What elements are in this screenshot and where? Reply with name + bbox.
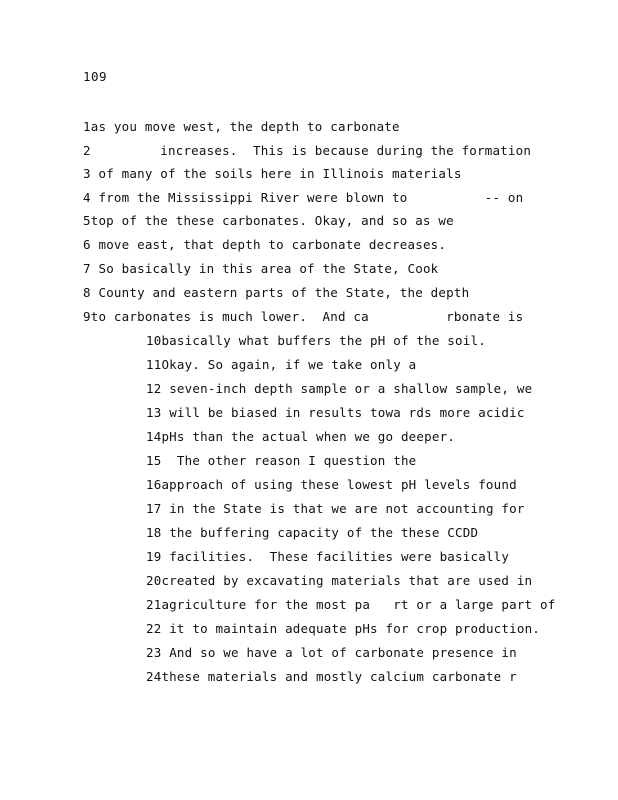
line-number: 21 (146, 597, 162, 612)
transcript-line (146, 333, 486, 349)
line-number: 19 (146, 549, 162, 564)
transcript-line (146, 669, 517, 685)
transcript-line (146, 453, 416, 469)
line-number: 14 (146, 429, 162, 444)
line-number: 13 (146, 405, 162, 420)
transcript-line (146, 621, 540, 637)
line-number: 20 (146, 573, 162, 588)
page-number: 109 (83, 69, 108, 84)
line-number: 11 (146, 357, 162, 372)
line-text: in the State is that we are not accounting for (169, 501, 525, 516)
line-number: 2 (83, 143, 91, 158)
line-number: 12 (146, 381, 162, 396)
transcript-line (146, 405, 525, 421)
line-number: 16 (146, 477, 162, 492)
line-number: 5 (83, 213, 91, 228)
transcript-line (146, 525, 478, 541)
transcript-line (83, 237, 446, 253)
line-text: approach of using these lowest pH levels found (161, 477, 517, 492)
line-text: from the Mississippi River were blown to -- on (98, 190, 524, 205)
line-text: it to maintain adequate pHs for crop production. (169, 621, 541, 636)
line-text: County and eastern parts of the State, the depth (98, 285, 470, 300)
line-number: 9 (83, 309, 91, 324)
transcript-line (83, 213, 454, 229)
line-text: these materials and mostly calcium carbonate r (161, 669, 517, 684)
line-text: will be biased in results towa rds more acidic (169, 405, 525, 420)
transcript-line (146, 501, 525, 517)
transcript-line (83, 261, 438, 277)
transcript-line (146, 597, 555, 613)
line-text: The other reason I question the (176, 453, 417, 468)
transcript-line (146, 429, 455, 445)
line-text: facilities. These facilities were basically (169, 549, 510, 564)
line-text: created by excavating materials that are used in (161, 573, 533, 588)
line-text: move east, that depth to carbonate decreases. (98, 237, 447, 252)
line-text: of many of the soils here in Illinois materials (98, 166, 462, 181)
line-number: 17 (146, 501, 162, 516)
line-text: as you move west, the depth to carbonate (90, 119, 400, 134)
transcript-line (146, 477, 517, 493)
transcript-line (83, 119, 400, 135)
line-text: So basically in this area of the State, Cook (98, 261, 439, 276)
transcript-line (83, 143, 531, 159)
line-number: 18 (146, 525, 162, 540)
line-text: And so we have a lot of carbonate presence in (169, 645, 517, 660)
line-text: seven-inch depth sample or a shallow sample, we (169, 381, 533, 396)
line-text: Okay. So again, if we take only a (161, 357, 417, 372)
transcript-line (83, 166, 462, 182)
line-number: 1 (83, 119, 91, 134)
line-number: 23 (146, 645, 162, 660)
line-number: 6 (83, 237, 91, 252)
line-number: 7 (83, 261, 91, 276)
line-number: 4 (83, 190, 91, 205)
line-text: basically what buffers the pH of the soil. (161, 333, 486, 348)
transcript-line (146, 573, 532, 589)
transcript-line (146, 381, 532, 397)
line-number: 22 (146, 621, 162, 636)
line-number: 3 (83, 166, 91, 181)
transcript-line (146, 645, 517, 661)
line-number: 10 (146, 333, 162, 348)
line-number: 15 (146, 453, 162, 468)
transcript-line (83, 285, 469, 301)
line-text: to carbonates is much lower. And ca rbonate is (90, 309, 524, 324)
transcript-line (83, 309, 523, 325)
transcript-line (83, 190, 523, 206)
line-text: increases. This is because during the formation (90, 143, 532, 158)
transcript-line (146, 357, 416, 373)
line-number: 24 (146, 669, 162, 684)
line-text: the buffering capacity of the these CCDD (169, 525, 479, 540)
line-text: pHs than the actual when we go deeper. (161, 429, 456, 444)
line-number: 8 (83, 285, 91, 300)
line-text: agriculture for the most pa rt or a large part of (161, 597, 556, 612)
line-text: top of the these carbonates. Okay, and so as we (90, 213, 454, 228)
transcript-line (146, 549, 509, 565)
